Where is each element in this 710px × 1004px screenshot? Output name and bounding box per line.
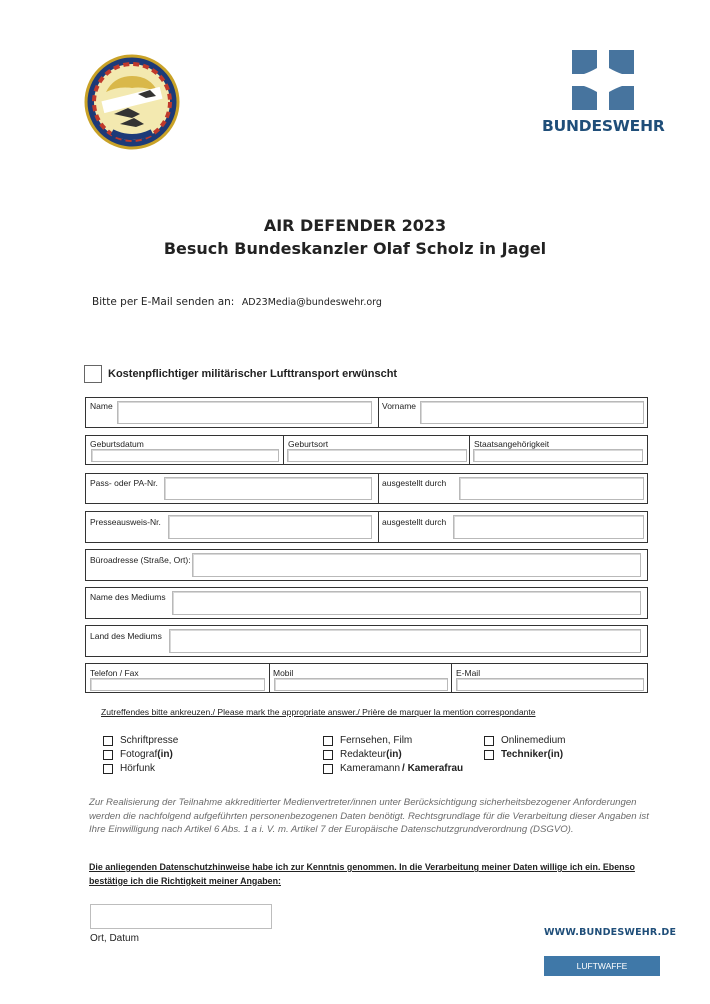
kameramann-label [340,763,463,774]
form-row-medium-name [85,587,648,619]
kameramann-checkbox[interactable] [323,764,333,774]
address-label: Büroadresse (Straße, Ort): [90,555,191,565]
mobil-cell [270,664,452,692]
form-row-contact [85,663,648,693]
email-instruction [92,292,382,310]
place-date-label: Ort, Datum [90,933,139,944]
medium-country-field[interactable] [169,629,641,653]
form-row-name [85,397,648,428]
luftwaffe-tag [544,956,660,976]
privacy-note: Zur Realisierung der Teilnahme akkreditierter Medienvertreter/innen unter Berücksichtigung sicherheitsbezogener Anforderungen werden die nachfolgend aufgeführten personenbezogenen Daten benötigt. Rechtsgrundlage für die Verarbeitung dieser Angaben ist Ihre Einwilligung nach Artikel 6 Abs. 1 a i. V. m. Artikel 7 der Europäische Datenschutzgrundverordnung (DSGVO). [89,797,649,836]
schriftpresse-checkbox[interactable] [103,736,113,746]
page-title: AIR DEFENDER 2023 [263,216,447,235]
geburtsdatum-cell [86,436,284,464]
telefon-label: Telefon / Fax [90,668,139,678]
form-row-address [85,549,648,581]
place-date-field[interactable] [90,904,272,929]
form-row-medium-country [85,625,648,657]
fotograf-checkbox[interactable] [103,750,113,760]
name-field[interactable] [117,401,372,424]
presseausweis-label: Presseausweis-Nr. [90,517,161,527]
staatsangehoerigkeit-label: Staatsangehörigkeit [474,439,550,449]
bundeswehr-brand-text: BUNDESWEHR [542,117,665,135]
fernsehen-checkbox[interactable] [323,736,333,746]
presseausweis-issuer-label: ausgestellt durch [382,517,447,527]
fotograf-text: Fotograf [120,749,158,760]
telefon-field[interactable] [90,678,265,691]
vorname-field[interactable] [420,401,644,424]
pass-issuer-field[interactable] [459,477,644,500]
fotograf-suffix: (in) [157,749,173,760]
form-row-pass [85,473,648,504]
email-instruction-label: Bitte per E-Mail senden an: [92,296,235,308]
vorname-label: Vorname [382,401,417,411]
fernsehen-label: Fernsehen, Film [340,735,413,746]
email-label: E-Mail [456,668,481,678]
pass-issuer-label: ausgestellt durch [382,478,447,488]
transport-checkbox-label: Kostenpflichtiger militärischer Lufttransport erwünscht [108,368,398,380]
medium-country-label: Land des Mediums [90,631,162,641]
air-defender-badge-logo [84,54,180,150]
geburtsdatum-field[interactable] [91,449,279,462]
form-row-birth [85,435,648,465]
name-cell [86,398,379,427]
address-field[interactable] [192,553,641,577]
telefon-cell [86,664,270,692]
bundeswehr-cross-icon [572,50,634,110]
staatsangehoerigkeit-field[interactable] [473,449,643,462]
staatsangehoerigkeit-cell [470,436,647,464]
fotograf-label [120,749,173,760]
geburtsort-label: Geburtsort [288,439,329,449]
pass-field[interactable] [164,477,372,500]
transport-checkbox[interactable] [84,365,102,383]
form-row-presseausweis [85,511,648,543]
redakteur-label [340,749,402,760]
name-label: Name [90,401,113,411]
medium-name-label: Name des Mediums [90,592,166,602]
techniker-label: Techniker(in) [501,749,564,760]
hoerfunk-label: Hörfunk [120,763,156,774]
medium-name-field[interactable] [172,591,641,615]
presseausweis-issuer-cell [379,512,647,542]
techniker-checkbox[interactable] [484,750,494,760]
kameramann-suffix: / Kamerafrau [402,763,464,774]
geburtsort-cell [284,436,470,464]
vorname-cell [379,398,647,427]
consent-text: Die anliegenden Datenschutzhinweise habe ich zur Kenntnis genommen. In die Verarbeitung meiner Daten willige ich ein. Ebenso bestätige ich die Richtigkeit meiner Angaben: [89,862,635,886]
hoerfunk-checkbox[interactable] [103,764,113,774]
redakteur-suffix: (in) [386,749,402,760]
presseausweis-issuer-field[interactable] [453,515,644,539]
redakteur-checkbox[interactable] [323,750,333,760]
schriftpresse-label: Schriftpresse [120,735,179,746]
redakteur-text: Redakteur [340,749,387,760]
website-link[interactable]: WWW.BUNDESWEHR.DE [544,927,677,938]
onlinemedium-label: Onlinemedium [501,735,566,746]
geburtsdatum-label: Geburtsdatum [90,439,144,449]
onlinemedium-checkbox[interactable] [484,736,494,746]
presseausweis-field[interactable] [168,515,372,539]
presseausweis-cell [86,512,379,542]
mobil-field[interactable] [274,678,448,691]
mobil-label: Mobil [273,668,294,678]
email-cell [452,664,647,692]
luftwaffe-tag-label: LUFTWAFFE [576,961,628,971]
kameramann-text: Kameramann [340,763,401,774]
selection-instruction: Zutreffendes bitte ankreuzen./ Please mark the appropriate answer./ Prière de marquer la mention correspondante [101,707,536,717]
pass-issuer-cell [379,474,647,503]
page-subtitle: Besuch Bundeskanzler Olaf Scholz in Jagel [163,239,547,258]
email-address[interactable]: AD23Media@bundeswehr.org [241,297,382,308]
pass-label: Pass- oder PA-Nr. [90,478,158,488]
geburtsort-field[interactable] [287,449,467,462]
pass-cell [86,474,379,503]
email-field[interactable] [456,678,644,691]
